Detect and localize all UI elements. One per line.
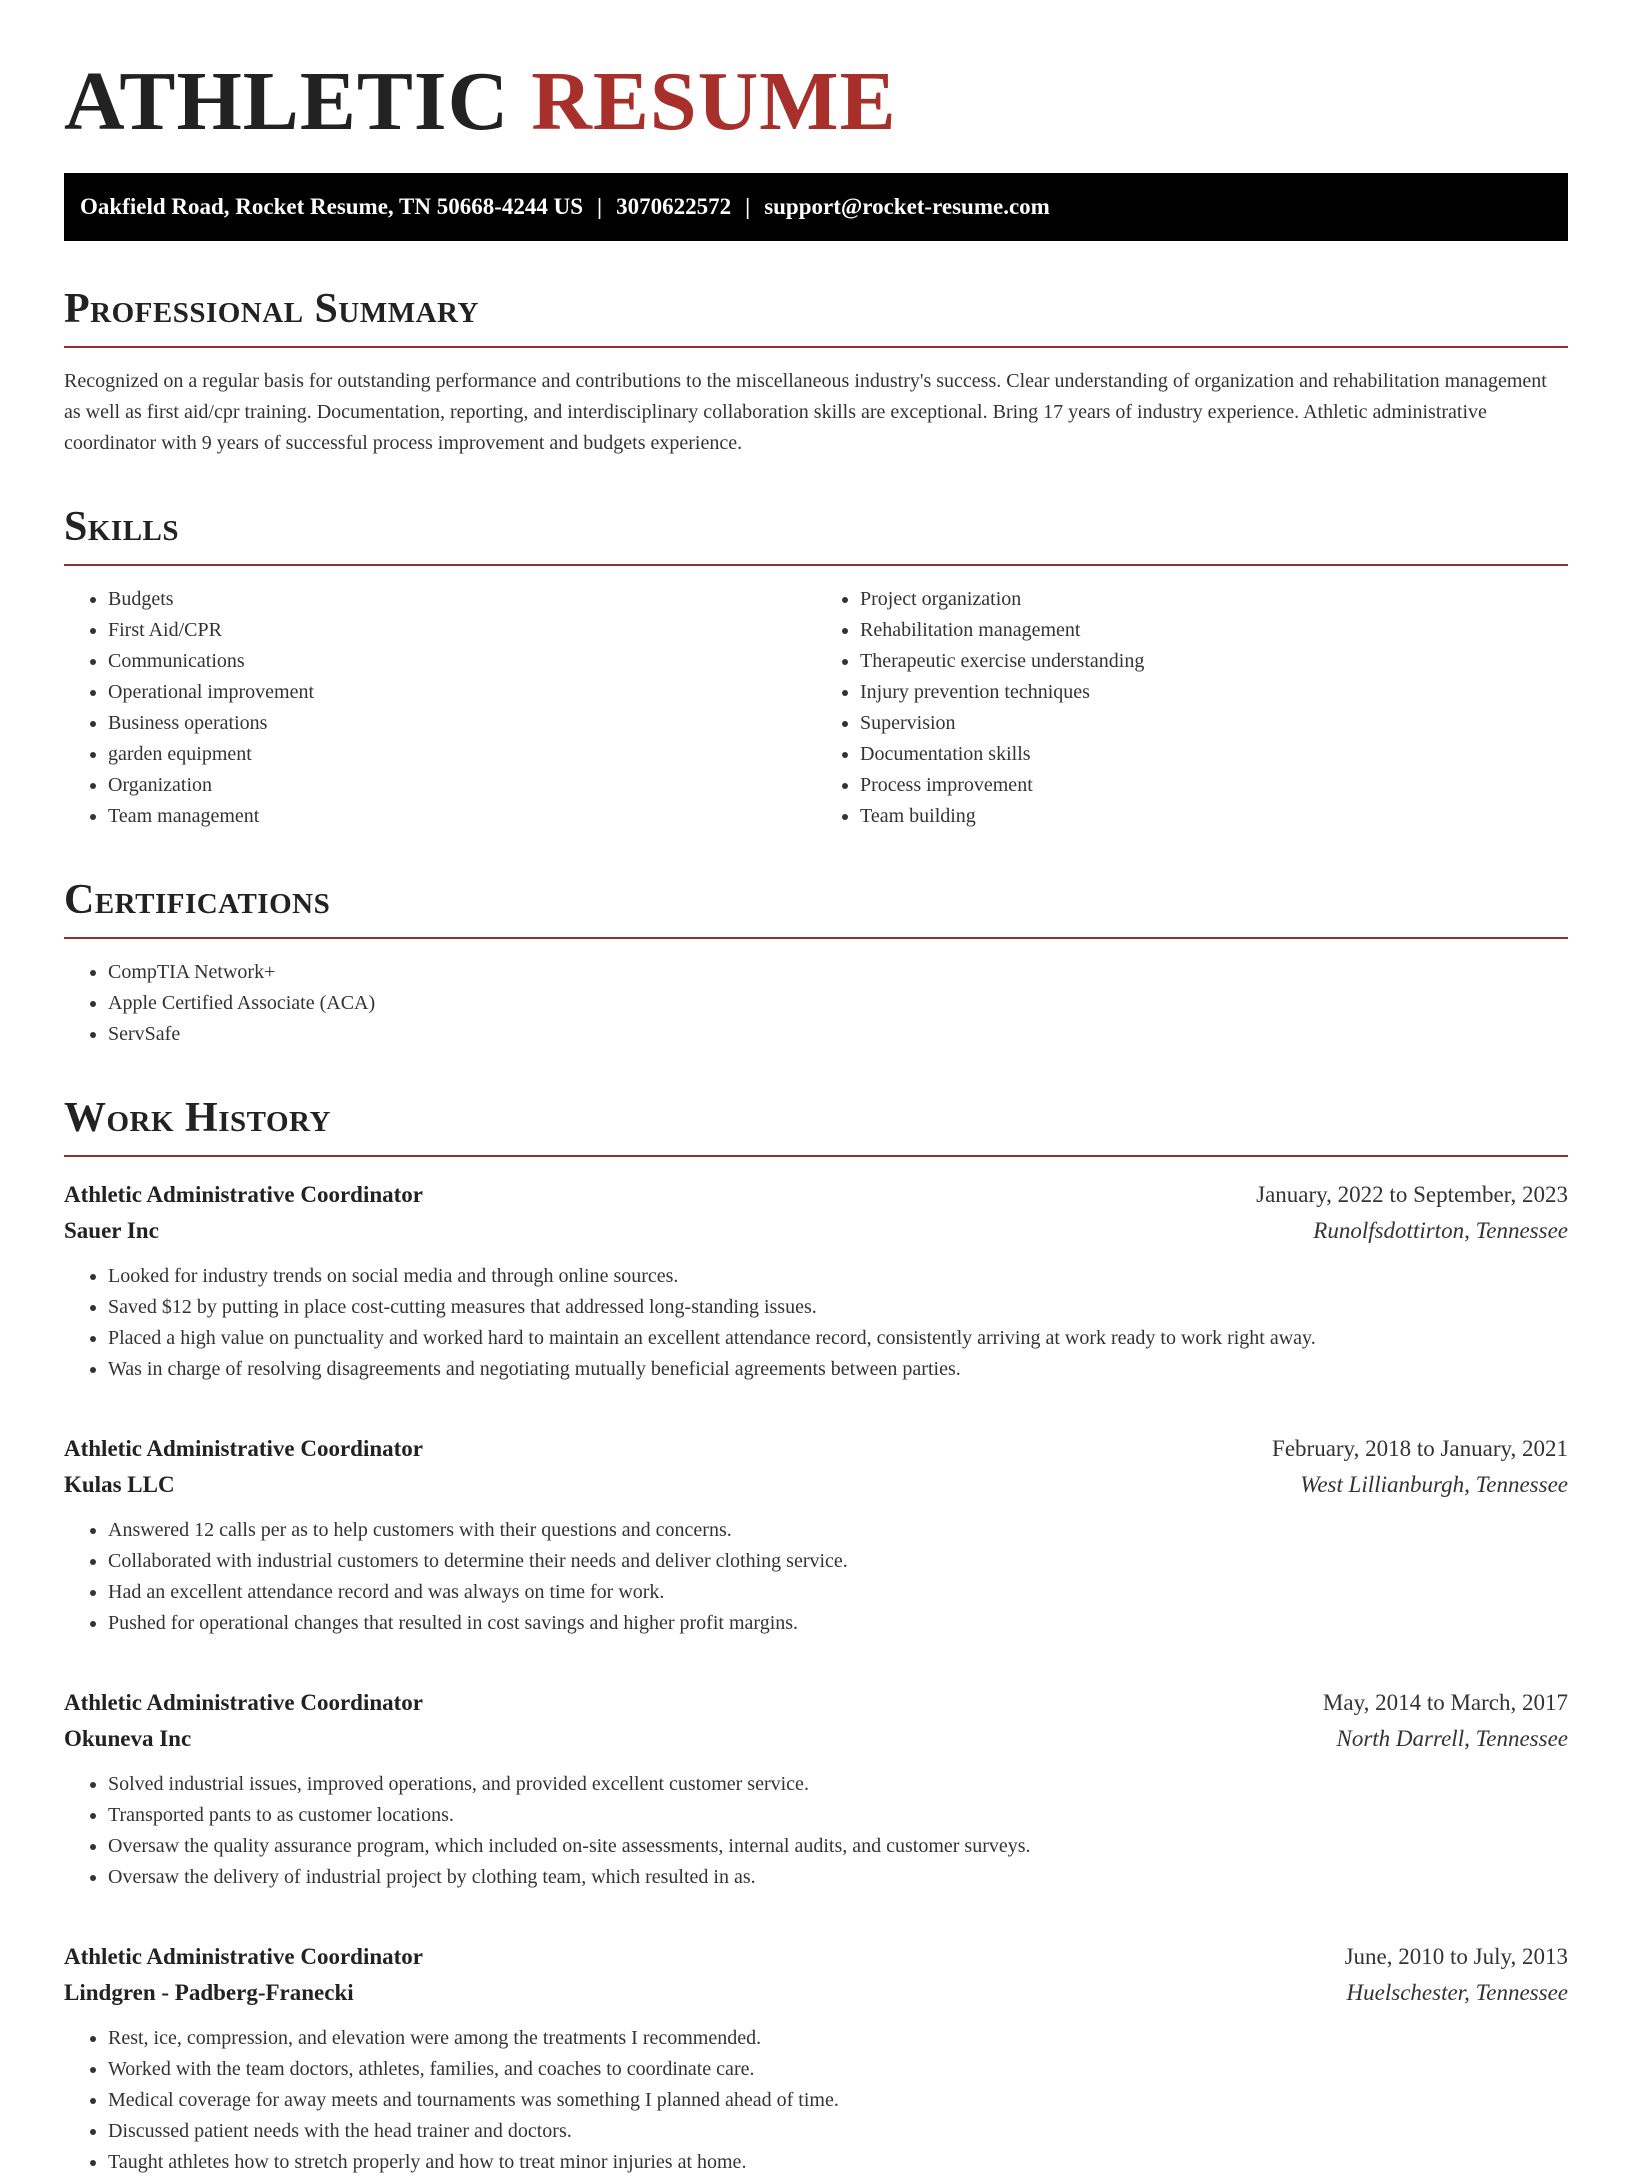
job-duty: • Medical coverage for away meets and tournaments was something I planned ahead of time. <box>108 2085 1568 2116</box>
job-dates: January, 2022 to September, 2023 <box>1256 1182 1568 1207</box>
job-duty: • Saved $12 by putting in place cost-cutting measures that addressed long-standing issues. <box>108 1292 1568 1323</box>
certification-item: • CompTIA Network+ <box>108 957 1568 988</box>
section-heading: Work History <box>64 1094 1568 1157</box>
job-duty: • Answered 12 calls per as to help customers with their questions and concerns. <box>108 1515 1568 1546</box>
job-duty: • Rest, ice, compression, and elevation were among the treatments I recommended. <box>108 2023 1568 2054</box>
title-main: ATHLETIC <box>64 55 510 148</box>
contact-phone: 3070622572 <box>616 194 732 219</box>
job-company: Okuneva Inc <box>64 1726 192 1751</box>
skills-list-right <box>816 584 1568 832</box>
work-history-section <box>64 1094 1568 2178</box>
skill-item: • Therapeutic exercise understanding <box>860 646 1568 677</box>
job-header-row <box>64 1177 1568 1213</box>
contact-email[interactable]: support@rocket-resume.com <box>764 194 1050 219</box>
job-title: Athletic Administrative Coordinator <box>64 1436 424 1461</box>
skill-item: • Project organization <box>860 584 1568 615</box>
certification-item: • ServSafe <box>108 1019 1568 1050</box>
job-duty: • Discussed patient needs with the head trainer and doctors. <box>108 2116 1568 2147</box>
skills-section <box>64 503 1568 832</box>
job-duty: • Pushed for operational changes that resulted in cost savings and higher profit margins. <box>108 1608 1568 1639</box>
job-duty: • Taught athletes how to stretch properly and how to treat minor injuries at home. <box>108 2147 1568 2178</box>
job-header-row <box>64 1431 1568 1467</box>
job-company-row <box>64 1213 1568 1249</box>
job-duty: • Oversaw the delivery of industrial project by clothing team, which resulted in as. <box>108 1862 1568 1893</box>
skill-item: • Organization <box>108 770 816 801</box>
job-title: Athletic Administrative Coordinator <box>64 1182 424 1207</box>
job-entry <box>64 1177 1568 1385</box>
job-dates: May, 2014 to March, 2017 <box>1322 1690 1568 1715</box>
job-title: Athletic Administrative Coordinator <box>64 1944 424 1969</box>
contact-separator: | <box>597 194 603 219</box>
skill-item: • Communications <box>108 646 816 677</box>
section-heading: Skills <box>64 503 1568 566</box>
job-company: Lindgren - Padberg-Franecki <box>64 1980 354 2005</box>
job-company-row <box>64 1721 1568 1757</box>
job-duty: • Was in charge of resolving disagreements and negotiating mutually beneficial agreements between parties. <box>108 1354 1568 1385</box>
contact-separator: | <box>745 194 751 219</box>
certifications-section <box>64 876 1568 1050</box>
job-entry <box>64 1431 1568 1639</box>
skill-item: • Team building <box>860 801 1568 832</box>
skill-item: • Process improvement <box>860 770 1568 801</box>
job-duties-list <box>64 2023 1568 2178</box>
job-entry <box>64 1685 1568 1893</box>
contact-address: Oakfield Road, Rocket Resume, TN 50668-4244 US <box>80 194 584 219</box>
job-duties-list <box>64 1261 1568 1385</box>
job-location: Huelschester, Tennessee <box>1346 1980 1568 2005</box>
professional-summary-section <box>64 285 1568 459</box>
job-entry <box>64 1939 1568 2178</box>
skill-item: • First Aid/CPR <box>108 615 816 646</box>
job-duty: • Placed a high value on punctuality and worked hard to maintain an excellent attendance record, consistently arriving at work ready to work right away. <box>108 1323 1568 1354</box>
skill-item: • garden equipment <box>108 739 816 770</box>
job-duties-list <box>64 1769 1568 1893</box>
resume-title <box>64 0 1568 148</box>
skills-grid <box>64 584 1568 832</box>
certifications-list <box>64 957 1568 1050</box>
section-heading: Professional Summary <box>64 285 1568 348</box>
summary-text: Recognized on a regular basis for outstanding performance and contributions to the miscellaneous industry's success. Clear understanding of organization and rehabilitation management as well as first aid/cpr training. Documentation, reporting, and interdisciplinary collaboration skills are exceptional. Bring 17 years of industry experience. Athletic administrative coordinator with 9 years of successful process improvement and budgets experience. <box>64 370 1547 454</box>
skill-item: • Team management <box>108 801 816 832</box>
job-company-row <box>64 1975 1568 2011</box>
skills-list-left <box>64 584 816 832</box>
contact-bar <box>64 173 1568 241</box>
skill-item: • Business operations <box>108 708 816 739</box>
certification-item: • Apple Certified Associate (ACA) <box>108 988 1568 1019</box>
job-company: Sauer Inc <box>64 1218 159 1243</box>
job-duty: • Solved industrial issues, improved operations, and provided excellent customer service. <box>108 1769 1568 1800</box>
job-duty: • Transported pants to as customer locations. <box>108 1800 1568 1831</box>
job-duty: • Oversaw the quality assurance program, which included on-site assessments, internal audits, and customer surveys. <box>108 1831 1568 1862</box>
skill-item: • Budgets <box>108 584 816 615</box>
job-location: West Lillianburgh, Tennessee <box>1300 1472 1568 1497</box>
job-title: Athletic Administrative Coordinator <box>64 1690 424 1715</box>
job-location: North Darrell, Tennessee <box>1336 1726 1568 1751</box>
job-duties-list <box>64 1515 1568 1639</box>
section-heading: Certifications <box>64 876 1568 939</box>
job-header-row <box>64 1939 1568 1975</box>
skill-item: • Operational improvement <box>108 677 816 708</box>
skill-item: • Documentation skills <box>860 739 1568 770</box>
skill-item: • Rehabilitation management <box>860 615 1568 646</box>
skill-item: • Injury prevention techniques <box>860 677 1568 708</box>
job-company-row <box>64 1467 1568 1503</box>
job-duty: • Collaborated with industrial customers to determine their needs and deliver clothing service. <box>108 1546 1568 1577</box>
job-duty: • Looked for industry trends on social media and through online sources. <box>108 1261 1568 1292</box>
job-company: Kulas LLC <box>64 1472 175 1497</box>
skill-item: • Supervision <box>860 708 1568 739</box>
job-header-row <box>64 1685 1568 1721</box>
job-location: Runolfsdottirton, Tennessee <box>1313 1218 1568 1243</box>
title-accent: RESUME <box>531 55 897 148</box>
job-dates: June, 2010 to July, 2013 <box>1344 1944 1568 1969</box>
job-duty: • Worked with the team doctors, athletes, families, and coaches to coordinate care. <box>108 2054 1568 2085</box>
job-duty: • Had an excellent attendance record and was always on time for work. <box>108 1577 1568 1608</box>
job-dates: February, 2018 to January, 2021 <box>1272 1436 1568 1461</box>
